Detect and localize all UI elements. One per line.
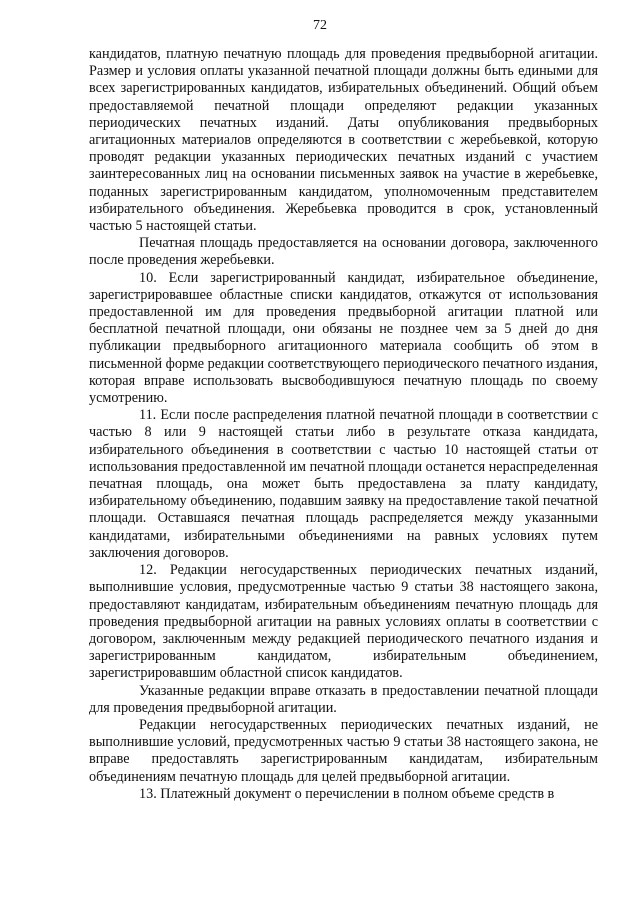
document-body — [89, 46, 598, 803]
paragraph: 11. Если после распределения платной печатной площади в соответствии с частью 8 или 9 настоящей статьи либо в результате отказа кандидата, избирательного объединения в соответствии с частью 10 настоящей статьи от использования предоставленной им печатной площади останется нераспределенная печатная площадь, она может быть предоставлена за плату кандидату, избирательному объединению, подавшим заявку на предоставление такой печатной площади. Оставшаяся печатная площадь распределяется между указанными кандидатами, избирательными объединениями на равных условиях путем заключения договоров. — [89, 407, 598, 561]
paragraph: Печатная площадь предоставляется на основании договора, заключенного после проведения жеребьевки. — [89, 235, 598, 269]
paragraph: Указанные редакции вправе отказать в предоставлении печатной площади для проведения предвыборной агитации. — [89, 682, 598, 716]
paragraph: кандидатов, платную печатную площадь для проведения предвыборной агитации. Размер и условия оплаты указанной печатной площади должны быть едиными для всех зарегистрированных кандидатов, избирательных объединений. Общий объем предоставляемой печатной площади определяют редакции указанных периодических печатных изданий. Даты опубликования предвыборных агитационных материалов определяются в соответствии с жеребьевкой, которую проводят редакции указанных периодических печатных изданий с участием заинтересованных лиц на основании письменных заявок на участие в жеребьевке, поданных зарегистрированным кандидатом, уполномоченным представителем избирательного объединения. Жеребьевка проводится в срок, установленный частью 5 настоящей статьи. — [89, 46, 598, 235]
paragraph: 12. Редакции негосударственных периодических печатных изданий, выполнившие условия, предусмотренные частью 9 статьи 38 настоящего закона, предоставляют кандидатам, избирательным объединениям печатную площадь для проведения предвыборной агитации на равных условиях оплаты в соответствии с договором, заключенным между редакцией периодического печатного издания и зарегистрированным кандидатом, избирательным объединением, зарегистрировавшим областной список кандидатов. — [89, 562, 598, 682]
paragraph: 13. Платежный документ о перечислении в полном объеме средств в — [139, 785, 555, 802]
page-number: 72 — [313, 18, 327, 33]
paragraph: 10. Если зарегистрированный кандидат, избирательное объединение, зарегистрировавшее областные списки кандидатов, откажутся от использования предоставленной им для проведения предвыборной агитации платной или бесплатной печатной площади, они обязаны не позднее чем за 5 дней до дня публикации предвыборного агитационного материала сообщить об этом в письменной форме редакции соответствующего периодического печатного издания, которая вправе использовать высвободившуюся печатную площадь по своему усмотрению. — [89, 269, 598, 407]
paragraph: Редакции негосударственных периодических печатных изданий, не выполнившие условий, предусмотренных частью 9 статьи 38 настоящего закона, не вправе предоставлять зарегистрированным кандидатам, избирательным объединениям печатную площадь для целей предвыборной агитации. — [89, 716, 598, 785]
